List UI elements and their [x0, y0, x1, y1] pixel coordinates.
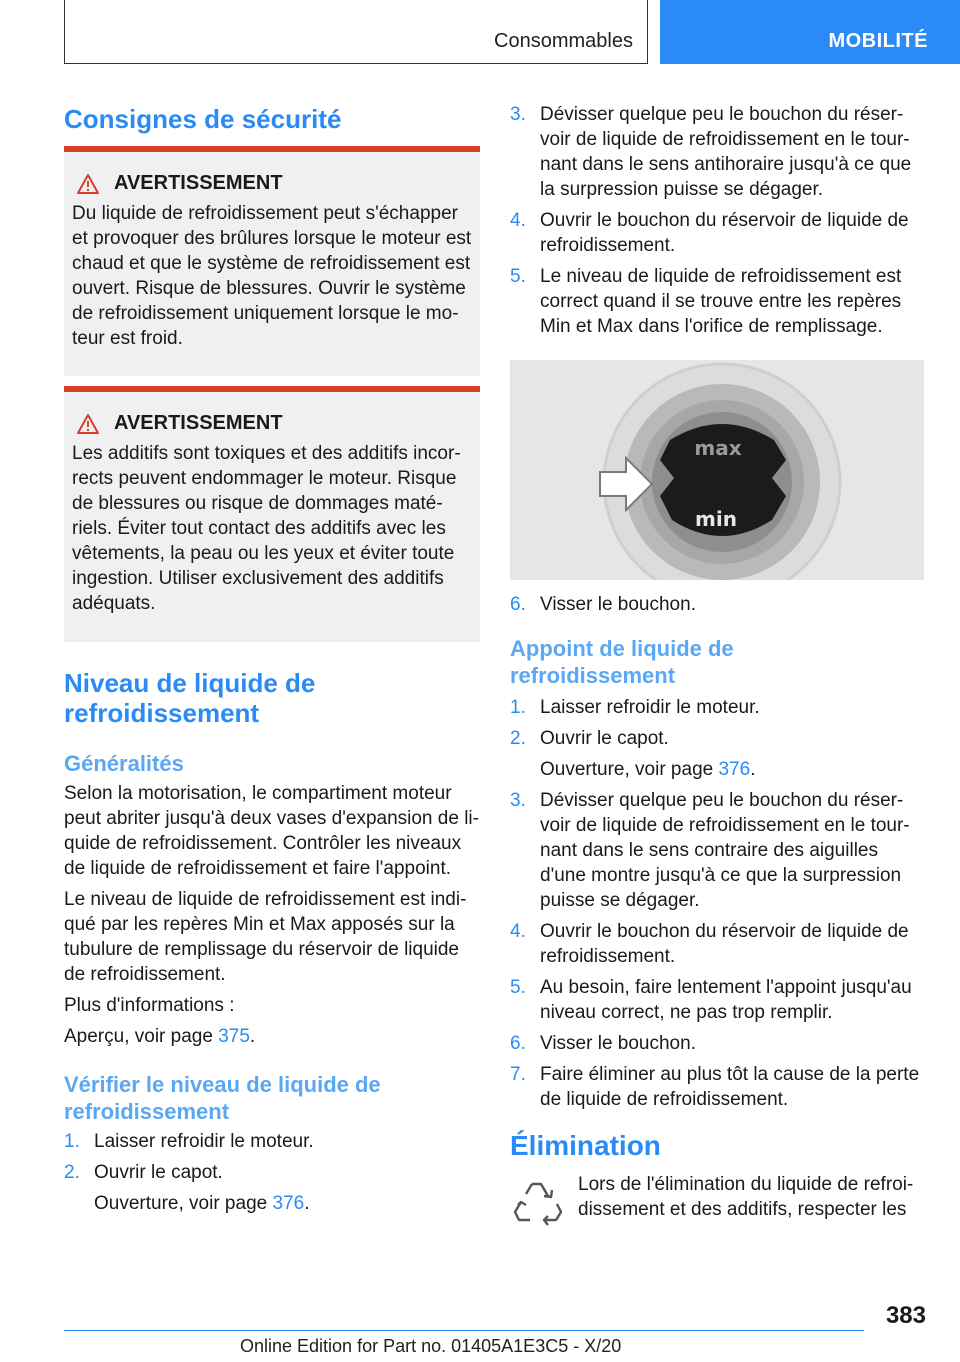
- warning-text-line: Les additifs sont toxiques et des additifs incor‐: [72, 443, 461, 464]
- header-chapter-label: MOBILITÉ: [828, 30, 928, 52]
- list-item: 3. Dévisser quelque peu le bouchon du réser‐ voir de liquide de refroidissement en le tour‐ nant dans le sens contraire des aiguilles d'une montre jusqu'à ce que la surpression puisse se dégager.: [510, 790, 910, 911]
- recycle-icon: [510, 1176, 568, 1232]
- opening-ref: Ouverture, voir page 376.: [94, 1193, 310, 1214]
- footer-divider: [64, 1330, 864, 1331]
- warning-triangle-icon: [76, 173, 100, 195]
- title-general: Généralités: [64, 751, 184, 776]
- para-line: Le niveau de liquide de refroidissement est indi‐: [64, 889, 467, 910]
- list-item: 3. Dévisser quelque peu le bouchon du réser‐ voir de liquide de refroidissement en le tour‐ nant dans le sens antihoraire jusqu'à ce que la surpression puisse se dégager.: [510, 104, 912, 200]
- para-line: de refroidissement.: [64, 964, 226, 985]
- overview-ref: Aperçu, voir page 375.: [64, 1026, 256, 1047]
- topup-steps: [510, 695, 924, 751]
- list-item: 4. Ouvrir le bouchon du réservoir de liquide de refroidissement.: [510, 210, 909, 256]
- page-link-376[interactable]: 376: [272, 1193, 305, 1214]
- page-number: 383: [885, 1302, 926, 1329]
- title-safety: Consignes de sécurité: [64, 104, 342, 134]
- check-steps-continued: [510, 102, 924, 339]
- warning-box-additives: [64, 386, 480, 642]
- coolant-filler-illustration: [510, 360, 924, 580]
- disposal-line: dissement et des additifs, respecter les: [578, 1199, 907, 1220]
- para-line: tubulure de remplissage du réservoir de liquide: [64, 939, 460, 960]
- para-line: de liquide de refroidissement et faire l'appoint.: [64, 858, 452, 879]
- right-column: [510, 102, 924, 339]
- header-chapter-tab: [660, 0, 960, 64]
- warning-text-line: rects peuvent endommager le moteur. Risque: [72, 468, 457, 489]
- warning-text-line: chaud et que le système de refroidissement est: [72, 253, 471, 274]
- footer-edition: Online Edition for Part no. 01405A1E3C5 - X/20: [240, 1336, 622, 1356]
- list-item: 5. Le niveau de liquide de refroidissement est correct quand il se trouve entre les repères Min et Max dans l'orifice de remplissage.: [510, 266, 902, 337]
- warning-text-line: Du liquide de refroidissement peut s'échapper: [72, 203, 458, 224]
- max-marker-text: max: [694, 436, 742, 460]
- left-column: [64, 104, 482, 134]
- title-coolant-level: Niveau de liquide de refroidissement: [64, 668, 316, 728]
- warning-text-line: adéquats.: [72, 593, 156, 614]
- list-item: 2. Ouvrir le capot.: [64, 1162, 223, 1183]
- warning-text-line: de blessures ou risque de dommages maté‐: [72, 493, 443, 514]
- page-link-376[interactable]: 376: [718, 759, 751, 780]
- list-item: 4. Ouvrir le bouchon du réservoir de liquide de refroidissement.: [510, 921, 909, 967]
- warning-title: AVERTISSEMENT: [76, 172, 472, 195]
- page-link-375[interactable]: 375: [218, 1026, 250, 1047]
- warning-text-line: riels. Éviter tout contact des additifs avec les: [72, 518, 446, 539]
- warning-triangle-icon: [76, 413, 100, 435]
- warning-text-line: teur est froid.: [72, 328, 183, 349]
- disposal-line: Lors de l'élimination du liquide de refroi‐: [578, 1174, 914, 1195]
- opening-ref: Ouverture, voir page 376.: [540, 759, 756, 780]
- warning-text-line: ouvert. Risque de blessures. Ouvrir le système: [72, 278, 466, 299]
- list-item: 6. Visser le bouchon.: [510, 594, 696, 615]
- warning-text-line: de refroidissement uniquement lorsque le mo‐: [72, 303, 459, 324]
- title-check-level: Vérifier le niveau de liquide de refroidissement: [64, 1072, 381, 1124]
- title-disposal: Élimination: [510, 1130, 661, 1161]
- para-line: quide de refroidissement. Contrôler les niveaux: [64, 833, 462, 854]
- title-topup: Appoint de liquide de refroidissement: [510, 636, 734, 688]
- left-column-lower: [64, 668, 482, 1216]
- check-steps: [64, 1129, 482, 1185]
- list-item: 7. Faire éliminer au plus tôt la cause de la perte de liquide de refroidissement.: [510, 1064, 920, 1110]
- para-line: Selon la motorisation, le compartiment moteur: [64, 783, 452, 804]
- warning-box-coolant: [64, 146, 480, 376]
- list-item: 6. Visser le bouchon.: [510, 1033, 696, 1054]
- warning-text-line: et provoquer des brûlures lorsque le moteur est: [72, 228, 472, 249]
- disposal-block: [510, 1172, 924, 1232]
- topup-steps-continued: [510, 788, 924, 1112]
- warning-text-line: vêtements, la peau ou les yeux et éviter toute: [72, 543, 455, 564]
- list-item: 2. Ouvrir le capot.: [510, 728, 669, 749]
- filler-neck-photo: [510, 360, 924, 580]
- header-section-tab: [64, 0, 648, 64]
- para-line: peut abriter jusqu'à deux vases d'expansion de li‐: [64, 808, 479, 829]
- list-item: 5. Au besoin, faire lentement l'appoint jusqu'au niveau correct, ne pas trop remplir.: [510, 977, 912, 1023]
- warning-text-line: ingestion. Utiliser exclusivement des additifs: [72, 568, 444, 589]
- right-column-lower: [510, 592, 924, 1232]
- para-line: qué par les repères Min et Max apposés sur la: [64, 914, 455, 935]
- list-item: 1. Laisser refroidir le moteur.: [64, 1131, 314, 1152]
- more-info: Plus d'informations :: [64, 995, 235, 1016]
- warning-title: AVERTISSEMENT: [76, 412, 472, 435]
- list-item: 1. Laisser refroidir le moteur.: [510, 697, 760, 718]
- min-marker-text: min: [695, 507, 737, 531]
- header-section-label: Consommables: [494, 30, 633, 52]
